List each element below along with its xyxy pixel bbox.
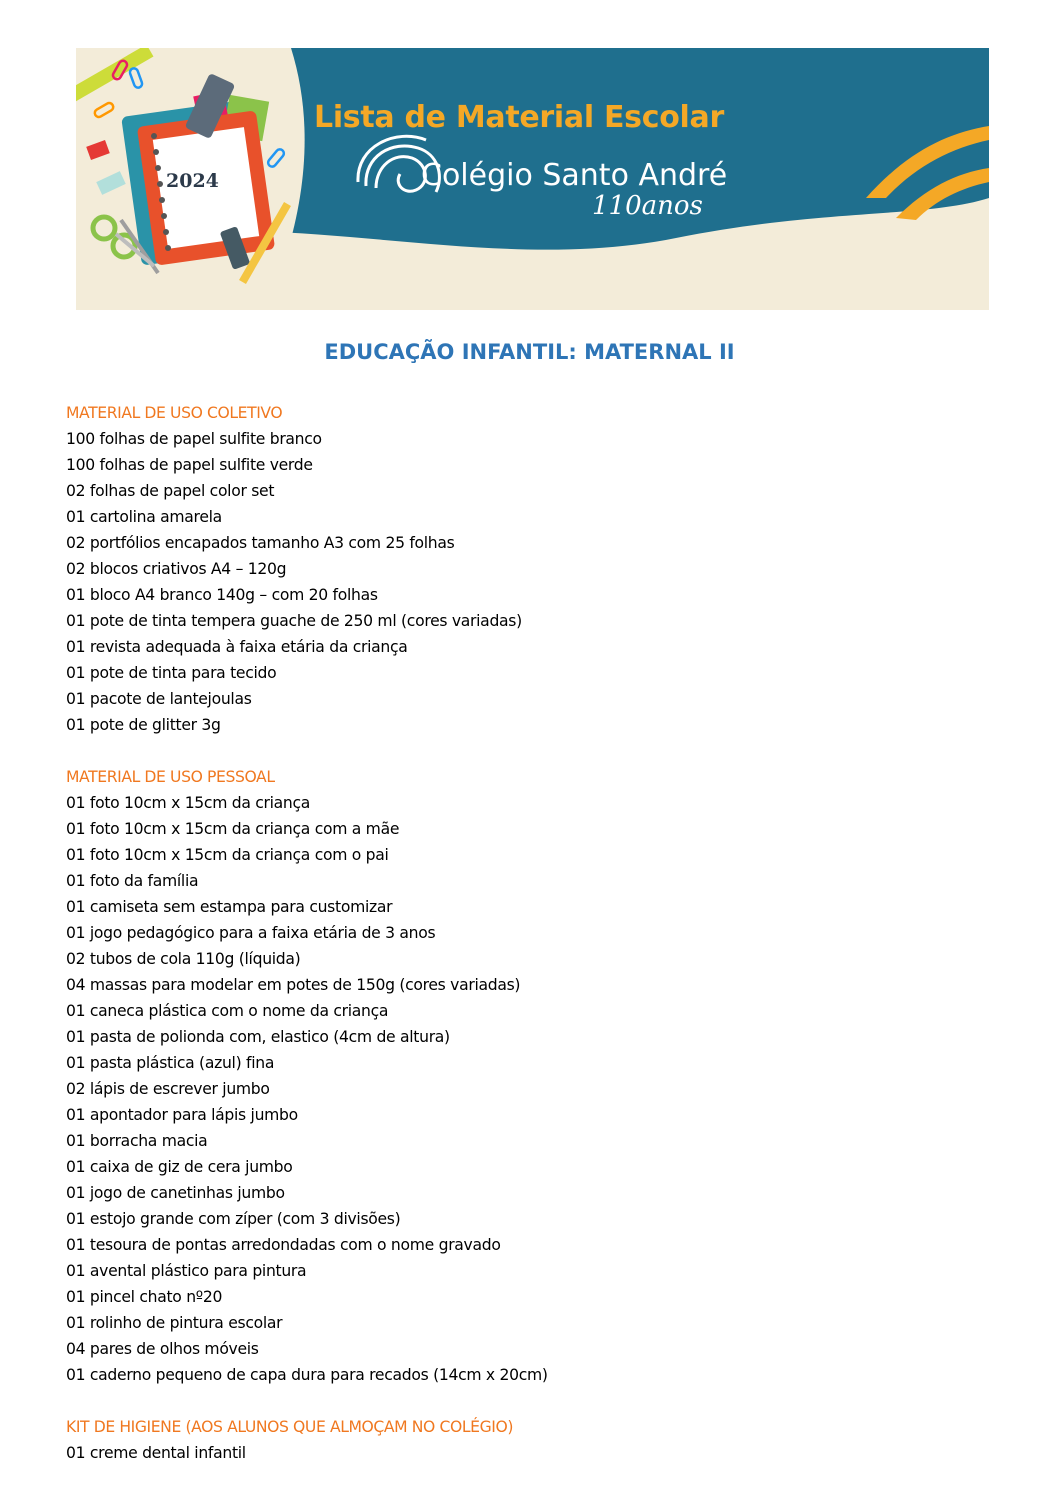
list-item: 04 pares de olhos móveis bbox=[66, 1340, 259, 1358]
list-item: 02 lápis de escrever jumbo bbox=[66, 1080, 270, 1098]
list-item: 01 estojo grande com zíper (com 3 divisões) bbox=[66, 1210, 401, 1228]
list-item: 01 rolinho de pintura escolar bbox=[66, 1314, 283, 1332]
section-title: MATERIAL DE USO PESSOAL bbox=[66, 768, 275, 786]
list-item: 01 borracha macia bbox=[66, 1132, 208, 1150]
material-list bbox=[66, 400, 1006, 1492]
list-item: 100 folhas de papel sulfite verde bbox=[66, 456, 313, 474]
list-item: 01 pacote de lantejoulas bbox=[66, 690, 252, 708]
section-hygiene-kit bbox=[66, 1414, 1006, 1466]
list-item: 01 pote de tinta tempera guache de 250 ml (cores variadas) bbox=[66, 612, 522, 630]
list-item: 01 cartolina amarela bbox=[66, 508, 222, 526]
page-title: EDUCAÇÃO INFANTIL: MATERNAL II bbox=[324, 340, 735, 364]
year-label: 2024 bbox=[166, 170, 219, 192]
list-item: 01 caderno pequeno de capa dura para recados (14cm x 20cm) bbox=[66, 1366, 548, 1384]
section-title: KIT DE HIGIENE (AOS ALUNOS QUE ALMOÇAM NO COLÉGIO) bbox=[66, 1418, 514, 1436]
list-item: 01 pincel chato nº20 bbox=[66, 1288, 223, 1306]
list-item: 01 foto da família bbox=[66, 872, 199, 890]
list-item: 01 revista adequada à faixa etária da criança bbox=[66, 638, 408, 656]
section-personal bbox=[66, 764, 1006, 1388]
list-item: 01 tesoura de pontas arredondadas com o nome gravado bbox=[66, 1236, 501, 1254]
list-item: 04 massas para modelar em potes de 150g (cores variadas) bbox=[66, 976, 521, 994]
list-item: 01 pote de glitter 3g bbox=[66, 716, 221, 734]
list-item: 01 foto 10cm x 15cm da criança com a mãe bbox=[66, 820, 400, 838]
list-item: 01 pasta de polionda com, elastico (4cm de altura) bbox=[66, 1028, 450, 1046]
list-item: 01 bloco A4 branco 140g – com 20 folhas bbox=[66, 586, 378, 604]
list-item: 01 avental plástico para pintura bbox=[66, 1262, 307, 1280]
list-item: 01 caneca plástica com o nome da criança bbox=[66, 1002, 389, 1020]
swoosh-decoration bbox=[866, 126, 989, 198]
banner-title: Lista de Material Escolar bbox=[314, 100, 724, 135]
list-item: 01 foto 10cm x 15cm da criança bbox=[66, 794, 311, 812]
list-item: 02 tubos de cola 110g (líquida) bbox=[66, 950, 301, 968]
section-collective bbox=[66, 400, 1006, 738]
list-item: 01 camiseta sem estampa para customizar bbox=[66, 898, 393, 916]
anniversary-label: 110anos bbox=[592, 191, 703, 221]
school-name: Colégio Santo André bbox=[421, 158, 728, 193]
header-banner bbox=[76, 48, 989, 310]
list-item: 01 jogo pedagógico para a faixa etária de 3 anos bbox=[66, 924, 436, 942]
list-item: 100 folhas de papel sulfite branco bbox=[66, 430, 322, 448]
list-item: 01 jogo de canetinhas jumbo bbox=[66, 1184, 285, 1202]
list-item: 02 blocos criativos A4 – 120g bbox=[66, 560, 287, 578]
list-item: 02 portfólios encapados tamanho A3 com 25 folhas bbox=[66, 534, 455, 552]
list-item: 02 folhas de papel color set bbox=[66, 482, 275, 500]
list-item: 01 pasta plástica (azul) fina bbox=[66, 1054, 275, 1072]
section-title: MATERIAL DE USO COLETIVO bbox=[66, 404, 283, 422]
list-item: 01 creme dental infantil bbox=[66, 1444, 246, 1462]
list-item: 01 caixa de giz de cera jumbo bbox=[66, 1158, 293, 1176]
list-item: 01 apontador para lápis jumbo bbox=[66, 1106, 298, 1124]
list-item: 01 foto 10cm x 15cm da criança com o pai bbox=[66, 846, 389, 864]
list-item: 01 pote de tinta para tecido bbox=[66, 664, 277, 682]
